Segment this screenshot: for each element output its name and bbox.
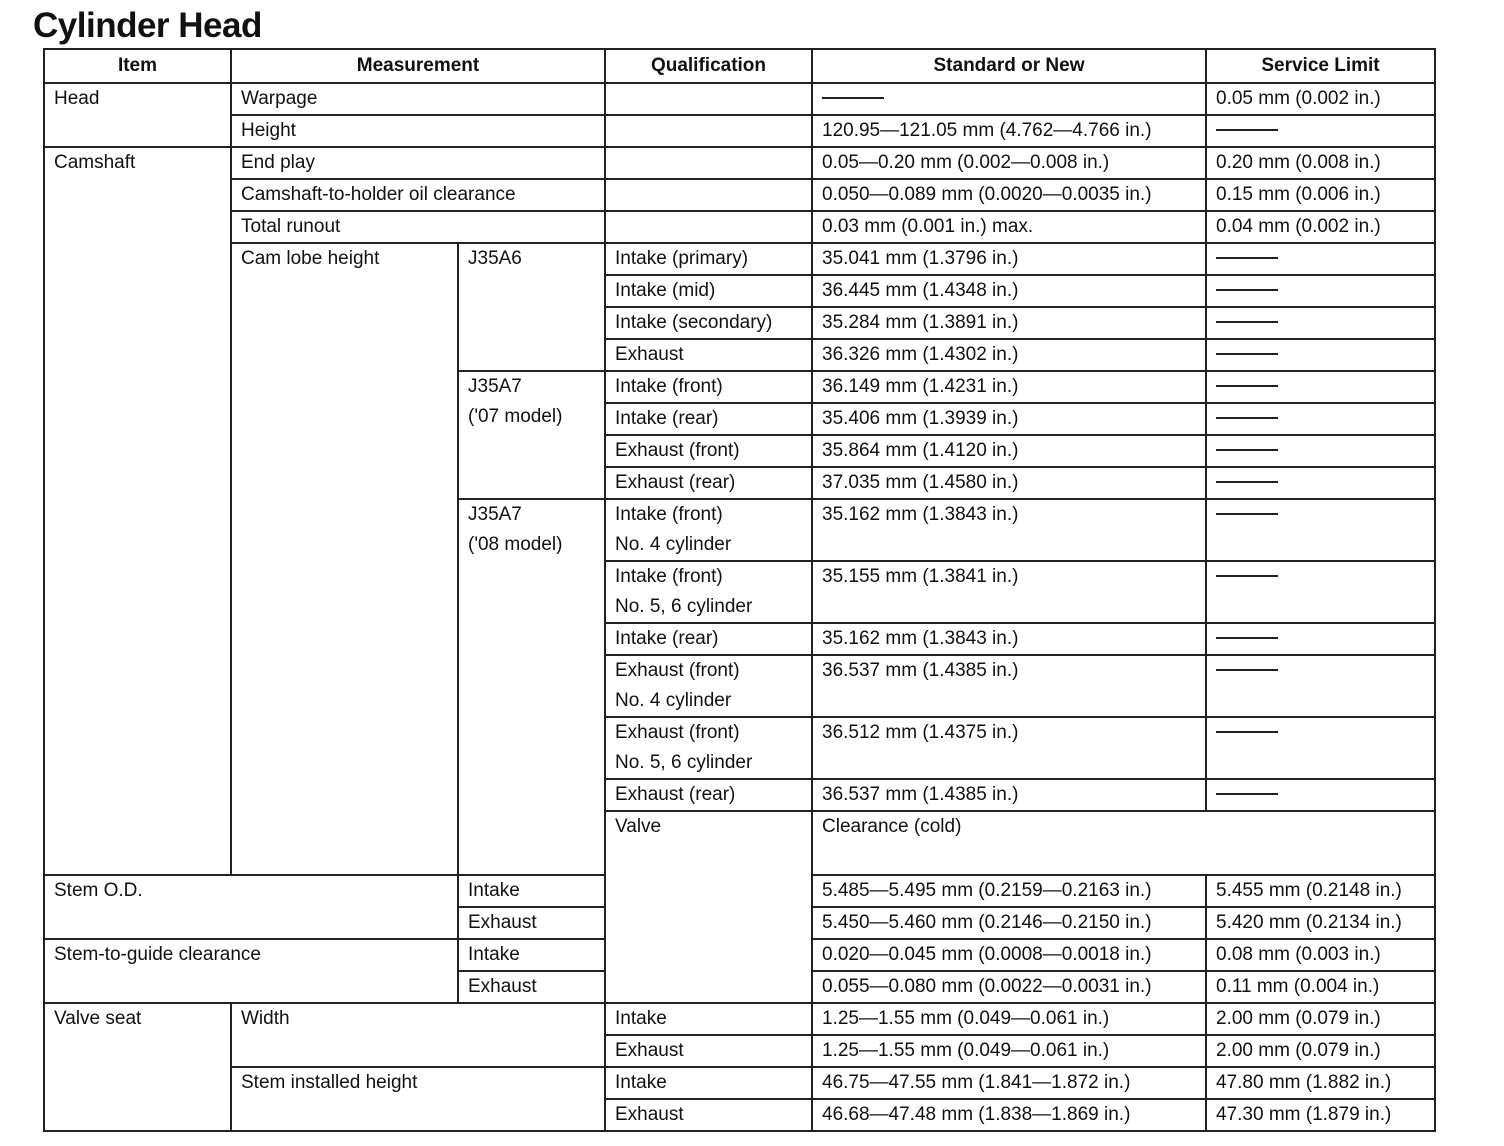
dash-mark xyxy=(1216,481,1278,483)
standard-cell: 1.25—1.55 mm (0.049—0.061 in.) xyxy=(812,1003,1206,1035)
limit-cell: 47.30 mm (1.879 in.) xyxy=(1206,1099,1435,1131)
measurement-cell: Camshaft-to-holder oil clearance xyxy=(231,179,605,211)
limit-cell xyxy=(1206,403,1435,435)
qualification-text: Exhaust (front) xyxy=(615,660,740,681)
qualification-cell: Intake (front) xyxy=(605,371,812,403)
limit-cell xyxy=(1206,779,1435,811)
dash-mark xyxy=(1216,289,1278,291)
standard-cell: 0.050—0.089 mm (0.0020—0.0035 in.) xyxy=(812,179,1206,211)
standard-cell: 35.041 mm (1.3796 in.) xyxy=(812,243,1206,275)
standard-cell: 5.450—5.460 mm (0.2146—0.2150 in.) xyxy=(812,907,1206,939)
qualification-cell xyxy=(605,211,812,243)
measurement-cell: Clearance (cold) xyxy=(812,811,1435,875)
standard-cell: 46.68—47.48 mm (1.838—1.869 in.) xyxy=(812,1099,1206,1131)
header-row xyxy=(44,49,1435,83)
qualification-cell xyxy=(605,499,812,561)
standard-cell: 46.75—47.55 mm (1.841—1.872 in.) xyxy=(812,1067,1206,1099)
limit-cell: 0.15 mm (0.006 in.) xyxy=(1206,179,1435,211)
measurement-cell: Total runout xyxy=(231,211,605,243)
table-row xyxy=(44,1003,1435,1035)
limit-cell: 2.00 mm (0.079 in.) xyxy=(1206,1003,1435,1035)
spec-table xyxy=(43,48,1436,1132)
dash-mark xyxy=(1216,417,1278,419)
model-year: ('08 model) xyxy=(468,534,563,555)
header-standard: Standard or New xyxy=(812,49,1206,83)
qualification-cell: Intake xyxy=(458,939,605,971)
standard-cell: 37.035 mm (1.4580 in.) xyxy=(812,467,1206,499)
model-year: ('07 model) xyxy=(468,406,563,427)
item-cell: Valve xyxy=(605,811,812,1003)
limit-cell xyxy=(1206,243,1435,275)
standard-cell: 35.406 mm (1.3939 in.) xyxy=(812,403,1206,435)
standard-cell: 0.055—0.080 mm (0.0022—0.0031 in.) xyxy=(812,971,1206,1003)
qualification-text: Intake (front) xyxy=(615,504,723,525)
qualification-cell xyxy=(605,115,812,147)
standard-cell: 35.162 mm (1.3843 in.) xyxy=(812,499,1206,561)
dash-mark xyxy=(1216,731,1278,733)
limit-cell xyxy=(1206,561,1435,623)
dash-mark xyxy=(1216,129,1278,131)
table-row xyxy=(44,147,1435,179)
limit-cell: 47.80 mm (1.882 in.) xyxy=(1206,1067,1435,1099)
table-row xyxy=(44,115,1435,147)
limit-cell xyxy=(1206,371,1435,403)
standard-cell: 0.020—0.045 mm (0.0008—0.0018 in.) xyxy=(812,939,1206,971)
dash-mark xyxy=(1216,793,1278,795)
header-service-limit: Service Limit xyxy=(1206,49,1435,83)
measurement-cell: Cam lobe height xyxy=(231,243,458,875)
qualification-text: Exhaust (front) xyxy=(615,722,740,743)
limit-cell: 5.455 mm (0.2148 in.) xyxy=(1206,875,1435,907)
qualification-cell: Intake (primary) xyxy=(605,243,812,275)
measurement-cell: Warpage xyxy=(231,83,605,115)
qualification-cell: Exhaust xyxy=(605,1099,812,1131)
qualification-cell: Intake (rear) xyxy=(605,623,812,655)
standard-cell: 35.864 mm (1.4120 in.) xyxy=(812,435,1206,467)
standard-cell: 5.485—5.495 mm (0.2159—0.2163 in.) xyxy=(812,875,1206,907)
table-row xyxy=(44,243,1435,275)
model-cell xyxy=(458,499,605,875)
qualification-cell xyxy=(605,717,812,779)
standard-cell: 120.95—121.05 mm (4.762—4.766 in.) xyxy=(812,115,1206,147)
dash-mark xyxy=(1216,385,1278,387)
limit-cell: 0.08 mm (0.003 in.) xyxy=(1206,939,1435,971)
standard-cell: 36.537 mm (1.4385 in.) xyxy=(812,779,1206,811)
qualification-cell: Exhaust xyxy=(458,971,605,1003)
dash-mark xyxy=(1216,353,1278,355)
standard-cell: 36.326 mm (1.4302 in.) xyxy=(812,339,1206,371)
standard-cell xyxy=(812,83,1206,115)
limit-cell: 0.11 mm (0.004 in.) xyxy=(1206,971,1435,1003)
dash-mark xyxy=(1216,321,1278,323)
header-measurement: Measurement xyxy=(231,49,605,83)
qualification-cell: Intake (mid) xyxy=(605,275,812,307)
standard-cell: 0.05—0.20 mm (0.002—0.008 in.) xyxy=(812,147,1206,179)
qualification-cell: Intake (secondary) xyxy=(605,307,812,339)
qualification-subtext: No. 4 cylinder xyxy=(615,690,732,711)
standard-cell: 1.25—1.55 mm (0.049—0.061 in.) xyxy=(812,1035,1206,1067)
qualification-cell: Intake xyxy=(458,875,605,907)
dash-mark xyxy=(1216,449,1278,451)
model-cell: J35A6 xyxy=(458,243,605,371)
dash-mark xyxy=(1216,257,1278,259)
measurement-cell: Width xyxy=(231,1003,605,1067)
dash-mark xyxy=(1216,513,1278,515)
qualification-cell xyxy=(605,147,812,179)
header-item: Item xyxy=(44,49,231,83)
qualification-cell: Exhaust (rear) xyxy=(605,779,812,811)
measurement-cell: End play xyxy=(231,147,605,179)
standard-cell: 0.03 mm (0.001 in.) max. xyxy=(812,211,1206,243)
page-title: Cylinder Head xyxy=(33,6,262,45)
qualification-subtext: No. 4 cylinder xyxy=(615,534,732,555)
model-name: J35A7 xyxy=(468,504,522,525)
standard-cell: 36.149 mm (1.4231 in.) xyxy=(812,371,1206,403)
qualification-cell xyxy=(605,655,812,717)
limit-cell xyxy=(1206,499,1435,561)
model-name: J35A7 xyxy=(468,376,522,397)
item-cell: Camshaft xyxy=(44,147,231,875)
qualification-cell: Exhaust xyxy=(605,1035,812,1067)
measurement-cell: Stem O.D. xyxy=(44,875,458,939)
header-qualification: Qualification xyxy=(605,49,812,83)
qualification-cell: Exhaust xyxy=(605,339,812,371)
table-row xyxy=(44,211,1435,243)
measurement-cell: Stem installed height xyxy=(231,1067,605,1131)
qualification-cell: Intake xyxy=(605,1067,812,1099)
table-row xyxy=(44,83,1435,115)
dash-mark xyxy=(1216,575,1278,577)
qualification-cell xyxy=(605,179,812,211)
qualification-cell xyxy=(605,83,812,115)
table-row xyxy=(44,1067,1435,1099)
qualification-cell xyxy=(605,561,812,623)
qualification-cell: Intake (rear) xyxy=(605,403,812,435)
limit-cell xyxy=(1206,435,1435,467)
model-cell xyxy=(458,371,605,499)
qualification-cell: Exhaust (front) xyxy=(605,435,812,467)
standard-cell: 36.445 mm (1.4348 in.) xyxy=(812,275,1206,307)
limit-cell xyxy=(1206,115,1435,147)
measurement-cell: Height xyxy=(231,115,605,147)
qualification-cell: Intake xyxy=(605,1003,812,1035)
dash-mark xyxy=(1216,669,1278,671)
qualification-text: Intake (front) xyxy=(615,566,723,587)
limit-cell xyxy=(1206,307,1435,339)
limit-cell xyxy=(1206,655,1435,717)
standard-cell: 35.162 mm (1.3843 in.) xyxy=(812,623,1206,655)
limit-cell xyxy=(1206,275,1435,307)
qualification-subtext: No. 5, 6 cylinder xyxy=(615,596,753,617)
limit-cell xyxy=(1206,717,1435,779)
dash-mark xyxy=(822,97,884,99)
limit-cell: 0.05 mm (0.002 in.) xyxy=(1206,83,1435,115)
limit-cell xyxy=(1206,623,1435,655)
item-cell: Head xyxy=(44,83,231,147)
limit-cell: 0.20 mm (0.008 in.) xyxy=(1206,147,1435,179)
item-cell: Valve seat xyxy=(44,1003,231,1131)
table-row xyxy=(44,179,1435,211)
limit-cell: 2.00 mm (0.079 in.) xyxy=(1206,1035,1435,1067)
measurement-cell: Stem-to-guide clearance xyxy=(44,939,458,1003)
standard-cell: 35.155 mm (1.3841 in.) xyxy=(812,561,1206,623)
qualification-cell: Exhaust (rear) xyxy=(605,467,812,499)
dash-mark xyxy=(1216,637,1278,639)
limit-cell: 5.420 mm (0.2134 in.) xyxy=(1206,907,1435,939)
limit-cell xyxy=(1206,339,1435,371)
limit-cell xyxy=(1206,467,1435,499)
qualification-subtext: No. 5, 6 cylinder xyxy=(615,752,753,773)
standard-cell: 36.537 mm (1.4385 in.) xyxy=(812,655,1206,717)
standard-cell: 35.284 mm (1.3891 in.) xyxy=(812,307,1206,339)
standard-cell: 36.512 mm (1.4375 in.) xyxy=(812,717,1206,779)
qualification-cell: Exhaust xyxy=(458,907,605,939)
limit-cell: 0.04 mm (0.002 in.) xyxy=(1206,211,1435,243)
